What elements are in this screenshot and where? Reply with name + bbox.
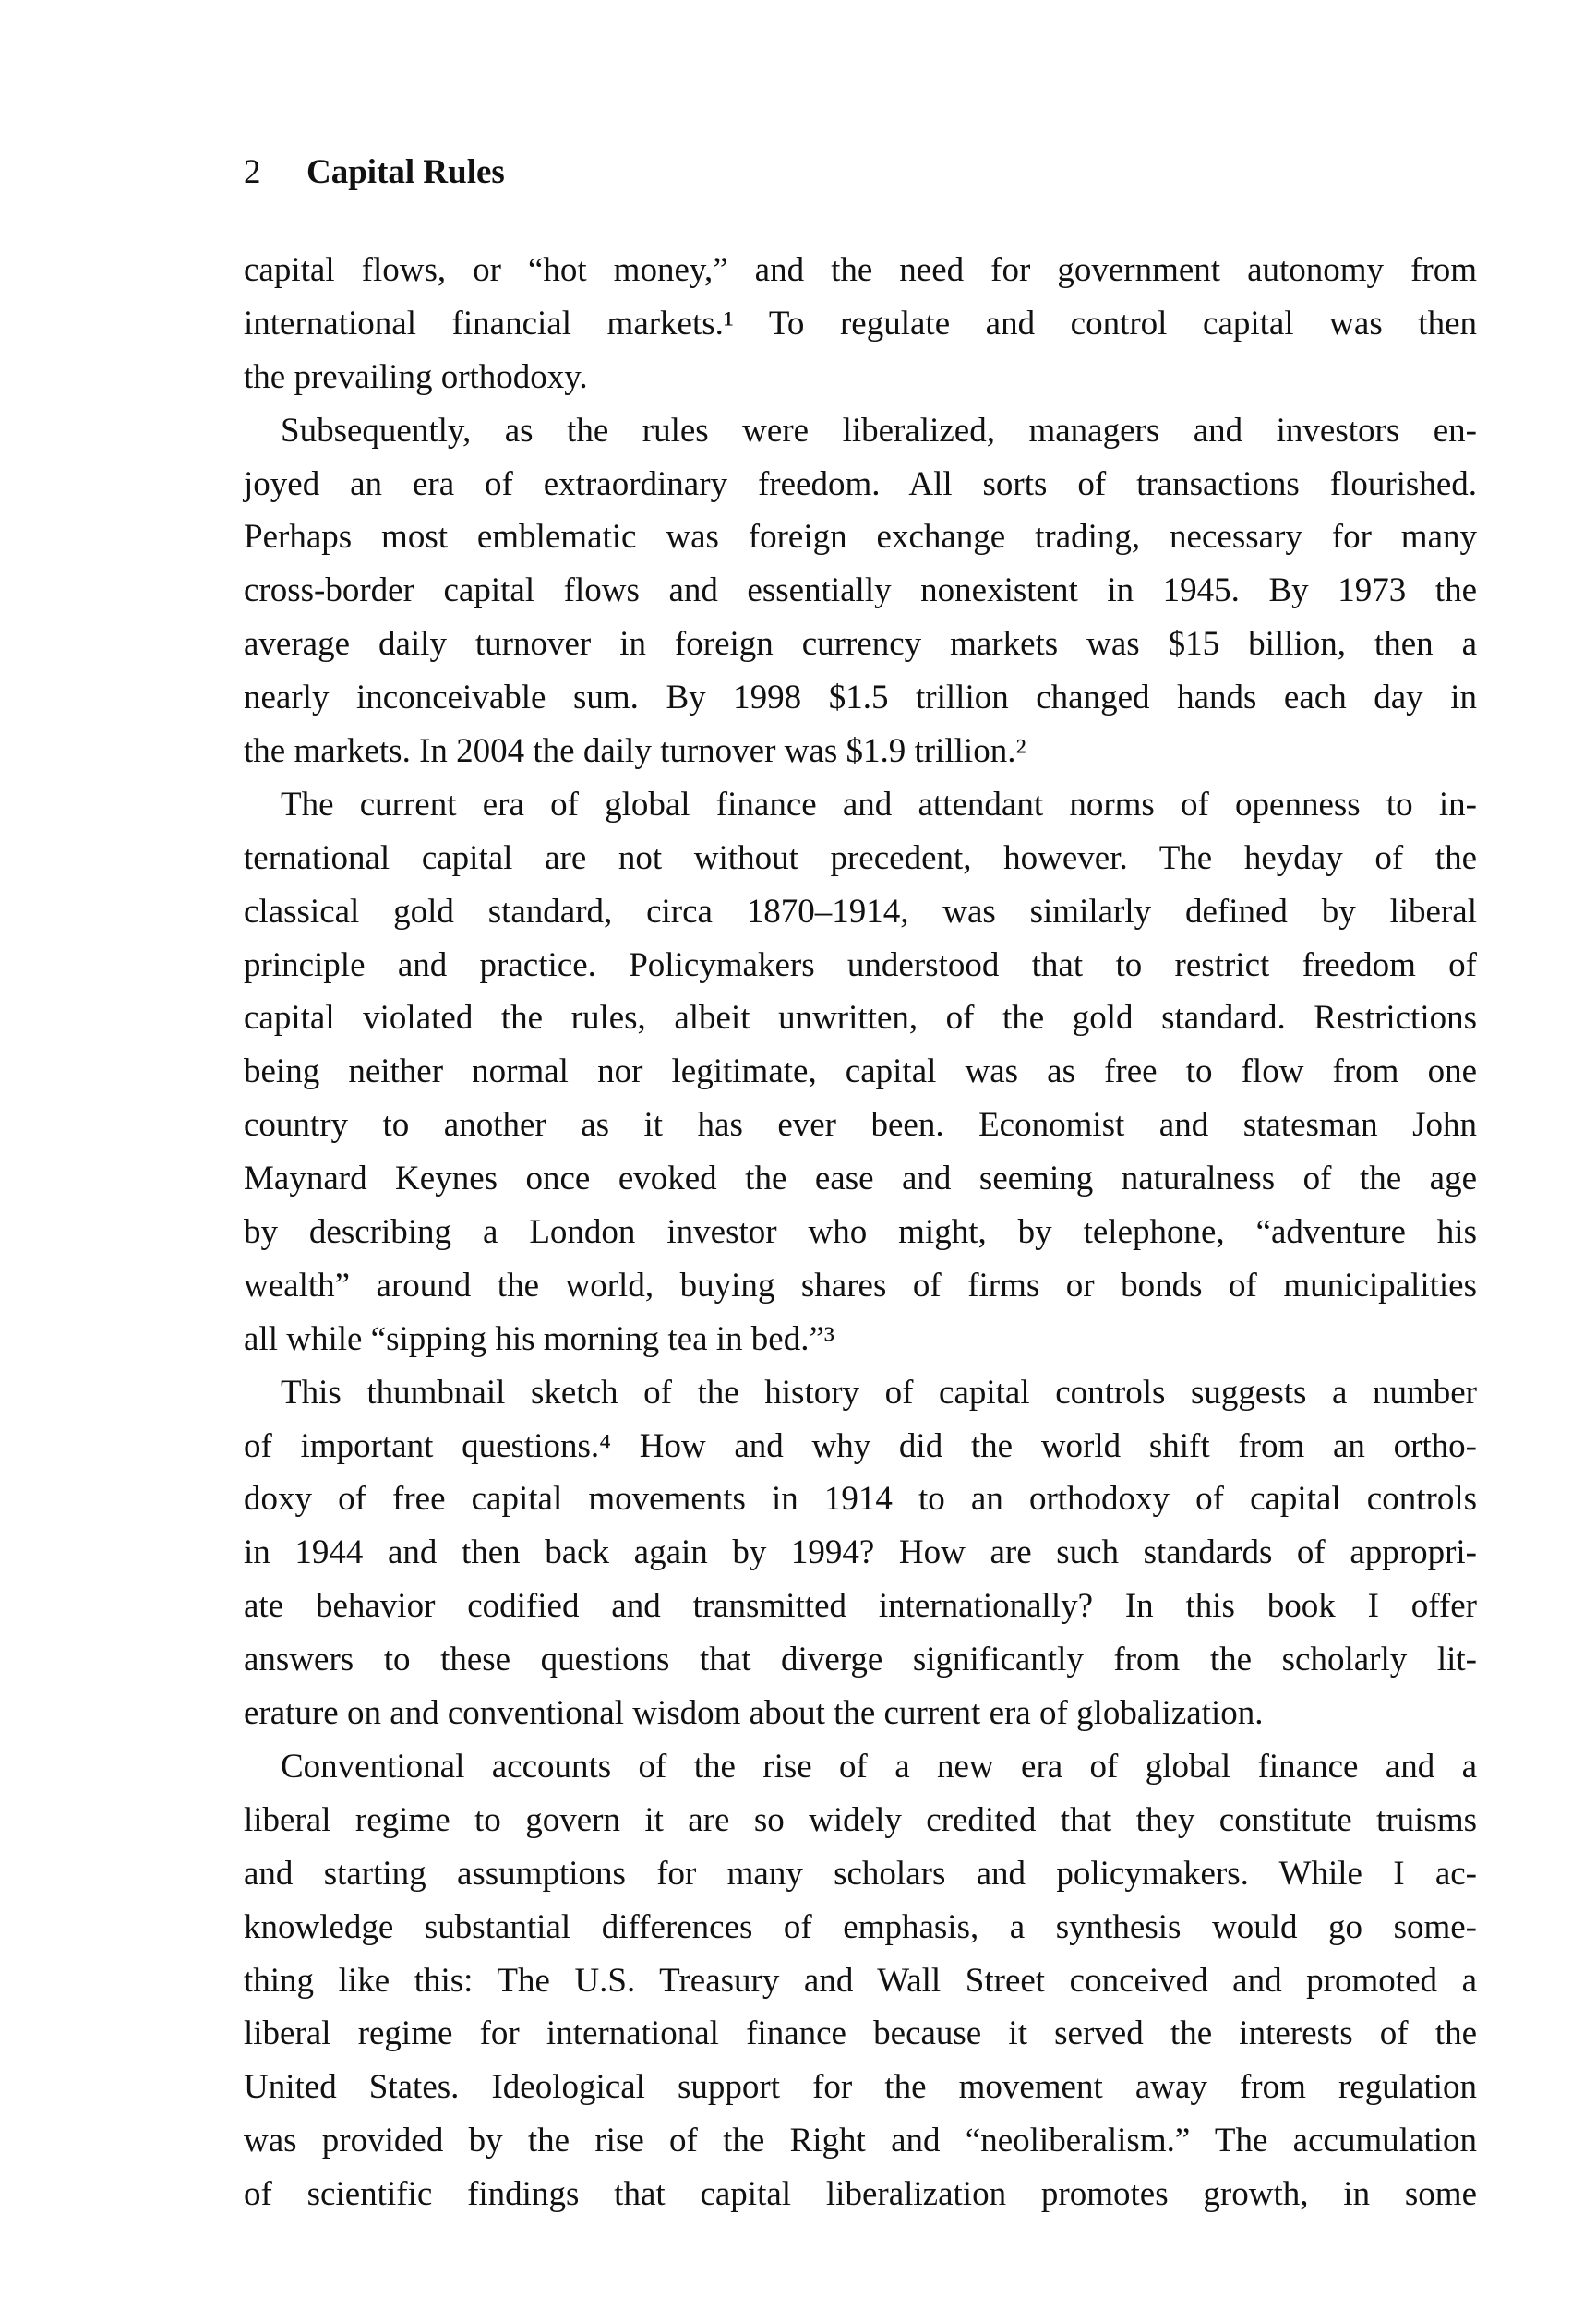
text-line: liberal regime for international finance because it served the interests of the xyxy=(244,2014,1477,2053)
text-line: joyed an era of extraordinary freedom. All sorts of transactions flourished. xyxy=(244,464,1477,503)
paragraph xyxy=(244,778,1477,1366)
text-line: ate behavior codified and transmitted internationally? In this book I offer xyxy=(244,1587,1477,1626)
text-line: knowledge substantial differences of emphasis, a synthesis would go some- xyxy=(244,1907,1477,1946)
text-line: United States. Ideological support for the movement away from regulation xyxy=(244,2068,1477,2107)
text-line: capital violated the rules, albeit unwritten, of the gold standard. Restrictions xyxy=(244,999,1477,1038)
text-line: Conventional accounts of the rise of a new era of global finance and a xyxy=(281,1747,1477,1786)
text-line: average daily turnover in foreign currency markets was $15 billion, then a xyxy=(244,625,1477,664)
text-line: The current era of global finance and attendant norms of openness to in- xyxy=(281,785,1477,824)
text-line: was provided by the rise of the Right and “neoliberalism.” The accumulation xyxy=(244,2122,1477,2160)
text-line: answers to these questions that diverge significantly from the scholarly lit- xyxy=(244,1641,1477,1679)
text-line: being neither normal nor legitimate, capital was as free to flow from one xyxy=(244,1052,1477,1091)
text-line: thing like this: The U.S. Treasury and Wall Street conceived and promoted a xyxy=(244,1961,1477,2000)
running-title: Capital Rules xyxy=(306,153,505,191)
text-line: of important questions.⁴ How and why did the world shift from an ortho- xyxy=(244,1426,1477,1465)
text-line: the prevailing orthodoxy. xyxy=(244,357,588,396)
text-line: cross-border capital flows and essentially nonexistent in 1945. By 1973 the xyxy=(244,571,1477,610)
text-line: international financial markets.¹ To regulate and control capital was then xyxy=(244,304,1477,343)
text-line: doxy of free capital movements in 1914 to an orthodoxy of capital controls xyxy=(244,1480,1477,1519)
paragraph xyxy=(244,404,1477,778)
text-line: wealth” around the world, buying shares of firms or bonds of municipalities xyxy=(244,1266,1477,1305)
body-text xyxy=(244,244,1477,2221)
text-line: nearly inconceivable sum. By 1998 $1.5 trillion changed hands each day in xyxy=(244,679,1477,717)
paragraph xyxy=(244,1366,1477,1740)
text-line: country to another as it has ever been. Economist and statesman John xyxy=(244,1106,1477,1145)
text-line: liberal regime to govern it are so widely credited that they constitute truisms xyxy=(244,1800,1477,1839)
page-number: 2 xyxy=(244,153,261,191)
paragraph xyxy=(244,1740,1477,2221)
running-header xyxy=(244,148,505,198)
text-line: all while “sipping his morning tea in bed.”³ xyxy=(244,1319,834,1358)
text-line: and starting assumptions for many scholars and policymakers. While I ac- xyxy=(244,1854,1477,1893)
text-line: the markets. In 2004 the daily turnover was $1.9 trillion.² xyxy=(244,732,1026,771)
text-line: classical gold standard, circa 1870–1914, was similarly defined by liberal xyxy=(244,892,1477,931)
text-line: by describing a London investor who might, by telephone, “adventure his xyxy=(244,1213,1477,1252)
text-line: This thumbnail sketch of the history of capital controls suggests a number xyxy=(281,1373,1477,1412)
text-line: Maynard Keynes once evoked the ease and seeming naturalness of the age xyxy=(244,1160,1477,1198)
text-line: of scientific findings that capital liberalization promotes growth, in some xyxy=(244,2175,1477,2214)
text-line: erature on and conventional wisdom about the current era of globalization. xyxy=(244,1694,1264,1733)
text-line: in 1944 and then back again by 1994? How are such standards of appropri- xyxy=(244,1533,1477,1572)
text-line: capital flows, or “hot money,” and the need for government autonomy from xyxy=(244,251,1477,289)
text-line: ternational capital are not without precedent, however. The heyday of the xyxy=(244,838,1477,877)
text-line: Subsequently, as the rules were liberalized, managers and investors en- xyxy=(281,411,1477,450)
text-line: principle and practice. Policymakers understood that to restrict freedom of xyxy=(244,945,1477,984)
text-line: Perhaps most emblematic was foreign exchange trading, necessary for many xyxy=(244,518,1477,557)
paragraph xyxy=(244,244,1477,404)
